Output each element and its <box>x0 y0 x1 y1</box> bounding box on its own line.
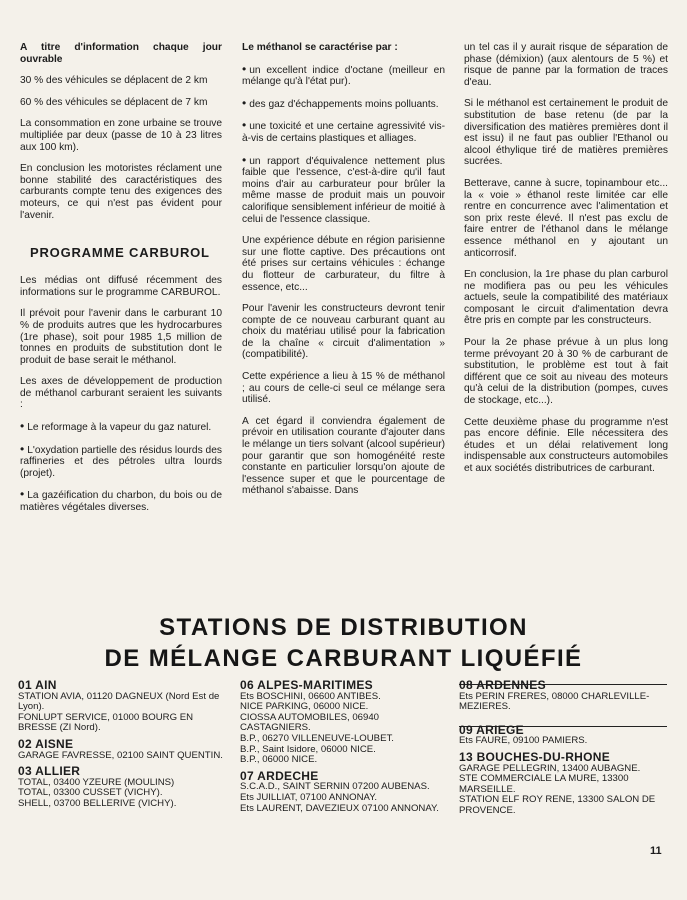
station-entry: Ets LAURENT, DAVEZIEUX 07100 ANNONAY. <box>240 802 439 814</box>
station-entry: B.P., 06000 NICE. <box>240 754 318 766</box>
station-entry: STE COMMERCIALE LA MURE, 13300 MARSEILLE. <box>459 773 629 795</box>
station-entry: STATION ELF ROY RENE, 13300 SALON DE PROVENCE. <box>459 794 656 816</box>
station-entry: TOTAL, 03400 YZEURE (MOULINS) <box>18 776 175 788</box>
station-entry: SHELL, 03700 BELLERIVE (VICHY). <box>18 797 177 809</box>
paragraph: Si le méthanol est certainement le produit de substitution de base retenu (de par la diversification des matières premières dont il est issu) il ne faut pas oublier l'Ethanol ou alcool éthylique tiré de matières premières sucrées. <box>464 98 668 168</box>
bullet-item: • une toxicité et une certaine agressivité vis-à-vis de certains plastiques et alliages. <box>242 120 445 144</box>
department-heading: 03 ALLIER <box>18 764 81 779</box>
paragraph: 60 % des véhicules se déplacent de 7 km <box>20 96 208 108</box>
department-heading: 07 ARDECHE <box>240 768 319 783</box>
department-heading: 08 ARDENNES <box>459 678 546 692</box>
station-entry: S.C.A.D., SAINT SERNIN 07200 AUBENAS. <box>240 781 430 793</box>
paragraph: Une expérience débute en région parisienne sur une flotte captive. Des précautions ont été prises sur certains véhicules : échange du flotteur de carburateur, du filtre à essence, etc... <box>242 235 445 293</box>
paragraph: Le méthanol se caractérise par : <box>242 42 398 53</box>
station-entry: STATION AVIA, 01120 DAGNEUX (Nord Est de Lyon). <box>18 690 220 713</box>
paragraph: Cette expérience a lieu à 15 % de méthanol ; au cours de celle-ci seul ce mélange sera utilisé. <box>242 371 445 406</box>
station-entry: CIOSSA AUTOMOBILES, 06940 CASTAGNIERS. <box>240 711 379 734</box>
station-entry: B.P., 06270 VILLENEUVE-LOUBET. <box>240 732 394 744</box>
bullet-item: • L'oxydation partielle des résidus lourds des raffineries et des pétroles ultra lourds (projet). <box>20 444 222 480</box>
paragraph: Les axes de développement de production de méthanol carburant seraient les suivants : <box>20 376 222 411</box>
station-entry: Ets FAURE, 09100 PAMIERS. <box>459 735 588 747</box>
department-heading: 01 AIN <box>18 678 57 692</box>
department-heading: 09 ARIEGE <box>459 722 524 737</box>
directory-column-1 <box>18 680 223 810</box>
text-column-3 <box>464 42 668 485</box>
station-entry: Ets BOSCHINI, 06600 ANTIBES. <box>240 690 381 702</box>
station-entry: Ets PERIN FRERES, 08000 CHARLEVILLE-MEZIERES. <box>459 690 650 713</box>
department-heading: 06 ALPES-MARITIMES <box>240 678 373 692</box>
paragraph: Il prévoit pour l'avenir dans le carburant 10 % de produits autres que les hydrocarbures (1re phase), soit pour 1985 1,5 million de tonnes en produits de substitution dont le produit de base serait le méthanol. <box>20 308 222 366</box>
directory-column-3 <box>459 680 669 817</box>
paragraph: Betterave, canne à sucre, topinambour etc... la « voie » éthanol reste limitée car elle rentre en concurrence avec l'alimentation et son prix reste élevé. Il n'est pas exclu de faire entrer de l'éthanol dans le mélange essence méthanol en y ajoutant un anticorrosif. <box>464 177 668 259</box>
station-entry: Ets JUILLIAT, 07100 ANNONAY. <box>240 791 378 803</box>
bullet-item: • Le reformage à la vapeur du gaz naturel. <box>20 421 222 434</box>
paragraph: A titre d'information chaque jour ouvrable <box>20 42 222 65</box>
paragraph: Pour la 2e phase prévue à un plus long terme prévoyant 20 à 30 % de carburant de substitution, le problème est tout à fait différent que ce soit au niveau des moteurs qu'à celui de la distribution (pompes, cuves de stockage, etc...). <box>464 337 668 407</box>
station-entry: FONLUPT SERVICE, 01000 BOURG EN BRESSE (ZI Nord). <box>18 711 194 734</box>
paragraph: En conclusion les motoristes réclament une bonne stabilité des caractéristiques des carburants compte tenu des exigences des moteurs, ce qui n'est pas évident pour l'avenir. <box>20 163 222 221</box>
bullet-item: • un excellent indice d'octane (meilleur en mélange qu'à l'état pur). <box>242 64 445 88</box>
section-heading: PROGRAMME CARBUROL <box>30 245 210 261</box>
text-column-2 <box>242 42 445 507</box>
section-title-line-1: STATIONS DE DISTRIBUTION <box>159 614 528 641</box>
paragraph: 30 % des véhicules se déplacent de 2 km <box>20 75 208 87</box>
station-entry: GARAGE FAVRESSE, 02100 SAINT QUENTIN. <box>18 749 223 761</box>
bullet-item: • un rapport d'équivalence nettement plus faible que l'essence, c'est-à-dire qu'il faut moins d'air au carburateur pour brûler la même masse de produit mais un pouvoir calorifique sensiblement inférieur de moitié à celui de l'essence classique. <box>242 155 445 226</box>
station-entry: TOTAL, 03300 CUSSET (VICHY). <box>18 787 163 799</box>
page-number: 11 <box>650 845 662 857</box>
paragraph: A cet égard il conviendra également de prévoir en utilisation courante d'ajouter dans le mélange un tiers solvant (alcool supérieur) pour garantir que son homogénéité reste constante en particulier lorsqu'on ajoute de l'essence super et que le pourcentage de méthanol s'abaisse. Dans <box>242 415 445 497</box>
paragraph: Les médias ont diffusé récemment des informations sur le programme CARBUROL. <box>20 275 222 298</box>
paragraph: La consommation en zone urbaine se trouve multipliée par deux (passe de 10 à 23 litres aux 100 km). <box>20 118 222 153</box>
department-heading: 02 AISNE <box>18 736 74 751</box>
paragraph: En conclusion, la 1re phase du plan carburol ne modifiera pas ou peu les véhicules actuels, seule la compatibilité des matériaux composant le circuit d'alimentation devra être pris en compte par les constructeurs. <box>464 269 668 327</box>
text-column-1 <box>20 42 222 524</box>
station-entry: GARAGE PELLEGRIN, 13400 AUBAGNE. <box>459 762 641 774</box>
paragraph: un tel cas il y aurait risque de séparation de phase (démixion) (aux alentours de 5 %) et risque de panne par la formation de traces d'eau. <box>464 42 668 88</box>
bullet-item: • La gazéification du charbon, du bois ou de matières végétales diverses. <box>20 489 222 513</box>
section-title-line-2: DE MÉLANGE CARBURANT LIQUÉFIÉ <box>104 645 583 672</box>
paragraph: Cette deuxième phase du programme n'est pas encore définie. Elle nécessitera des études et un délai relativement long indispensable aux constructeurs automobiles et aux sociétés distributrices de carburant. <box>464 416 668 474</box>
bullet-item: • des gaz d'échappements moins polluants. <box>242 98 445 111</box>
directory-column-2 <box>240 680 445 814</box>
paragraph: Pour l'avenir les constructeurs devront tenir compte de ce nouveau carburant quant au choix du matériau utilisé pour la fabrication de la chaîne « circuit d'alimentation » (compatibilité). <box>242 303 445 361</box>
station-entry: NICE PARKING, 06000 NICE. <box>240 701 369 713</box>
station-entry: B.P., Saint Isidore, 06000 NICE. <box>240 743 376 755</box>
department-heading: 13 BOUCHES-DU-RHONE <box>459 749 611 764</box>
